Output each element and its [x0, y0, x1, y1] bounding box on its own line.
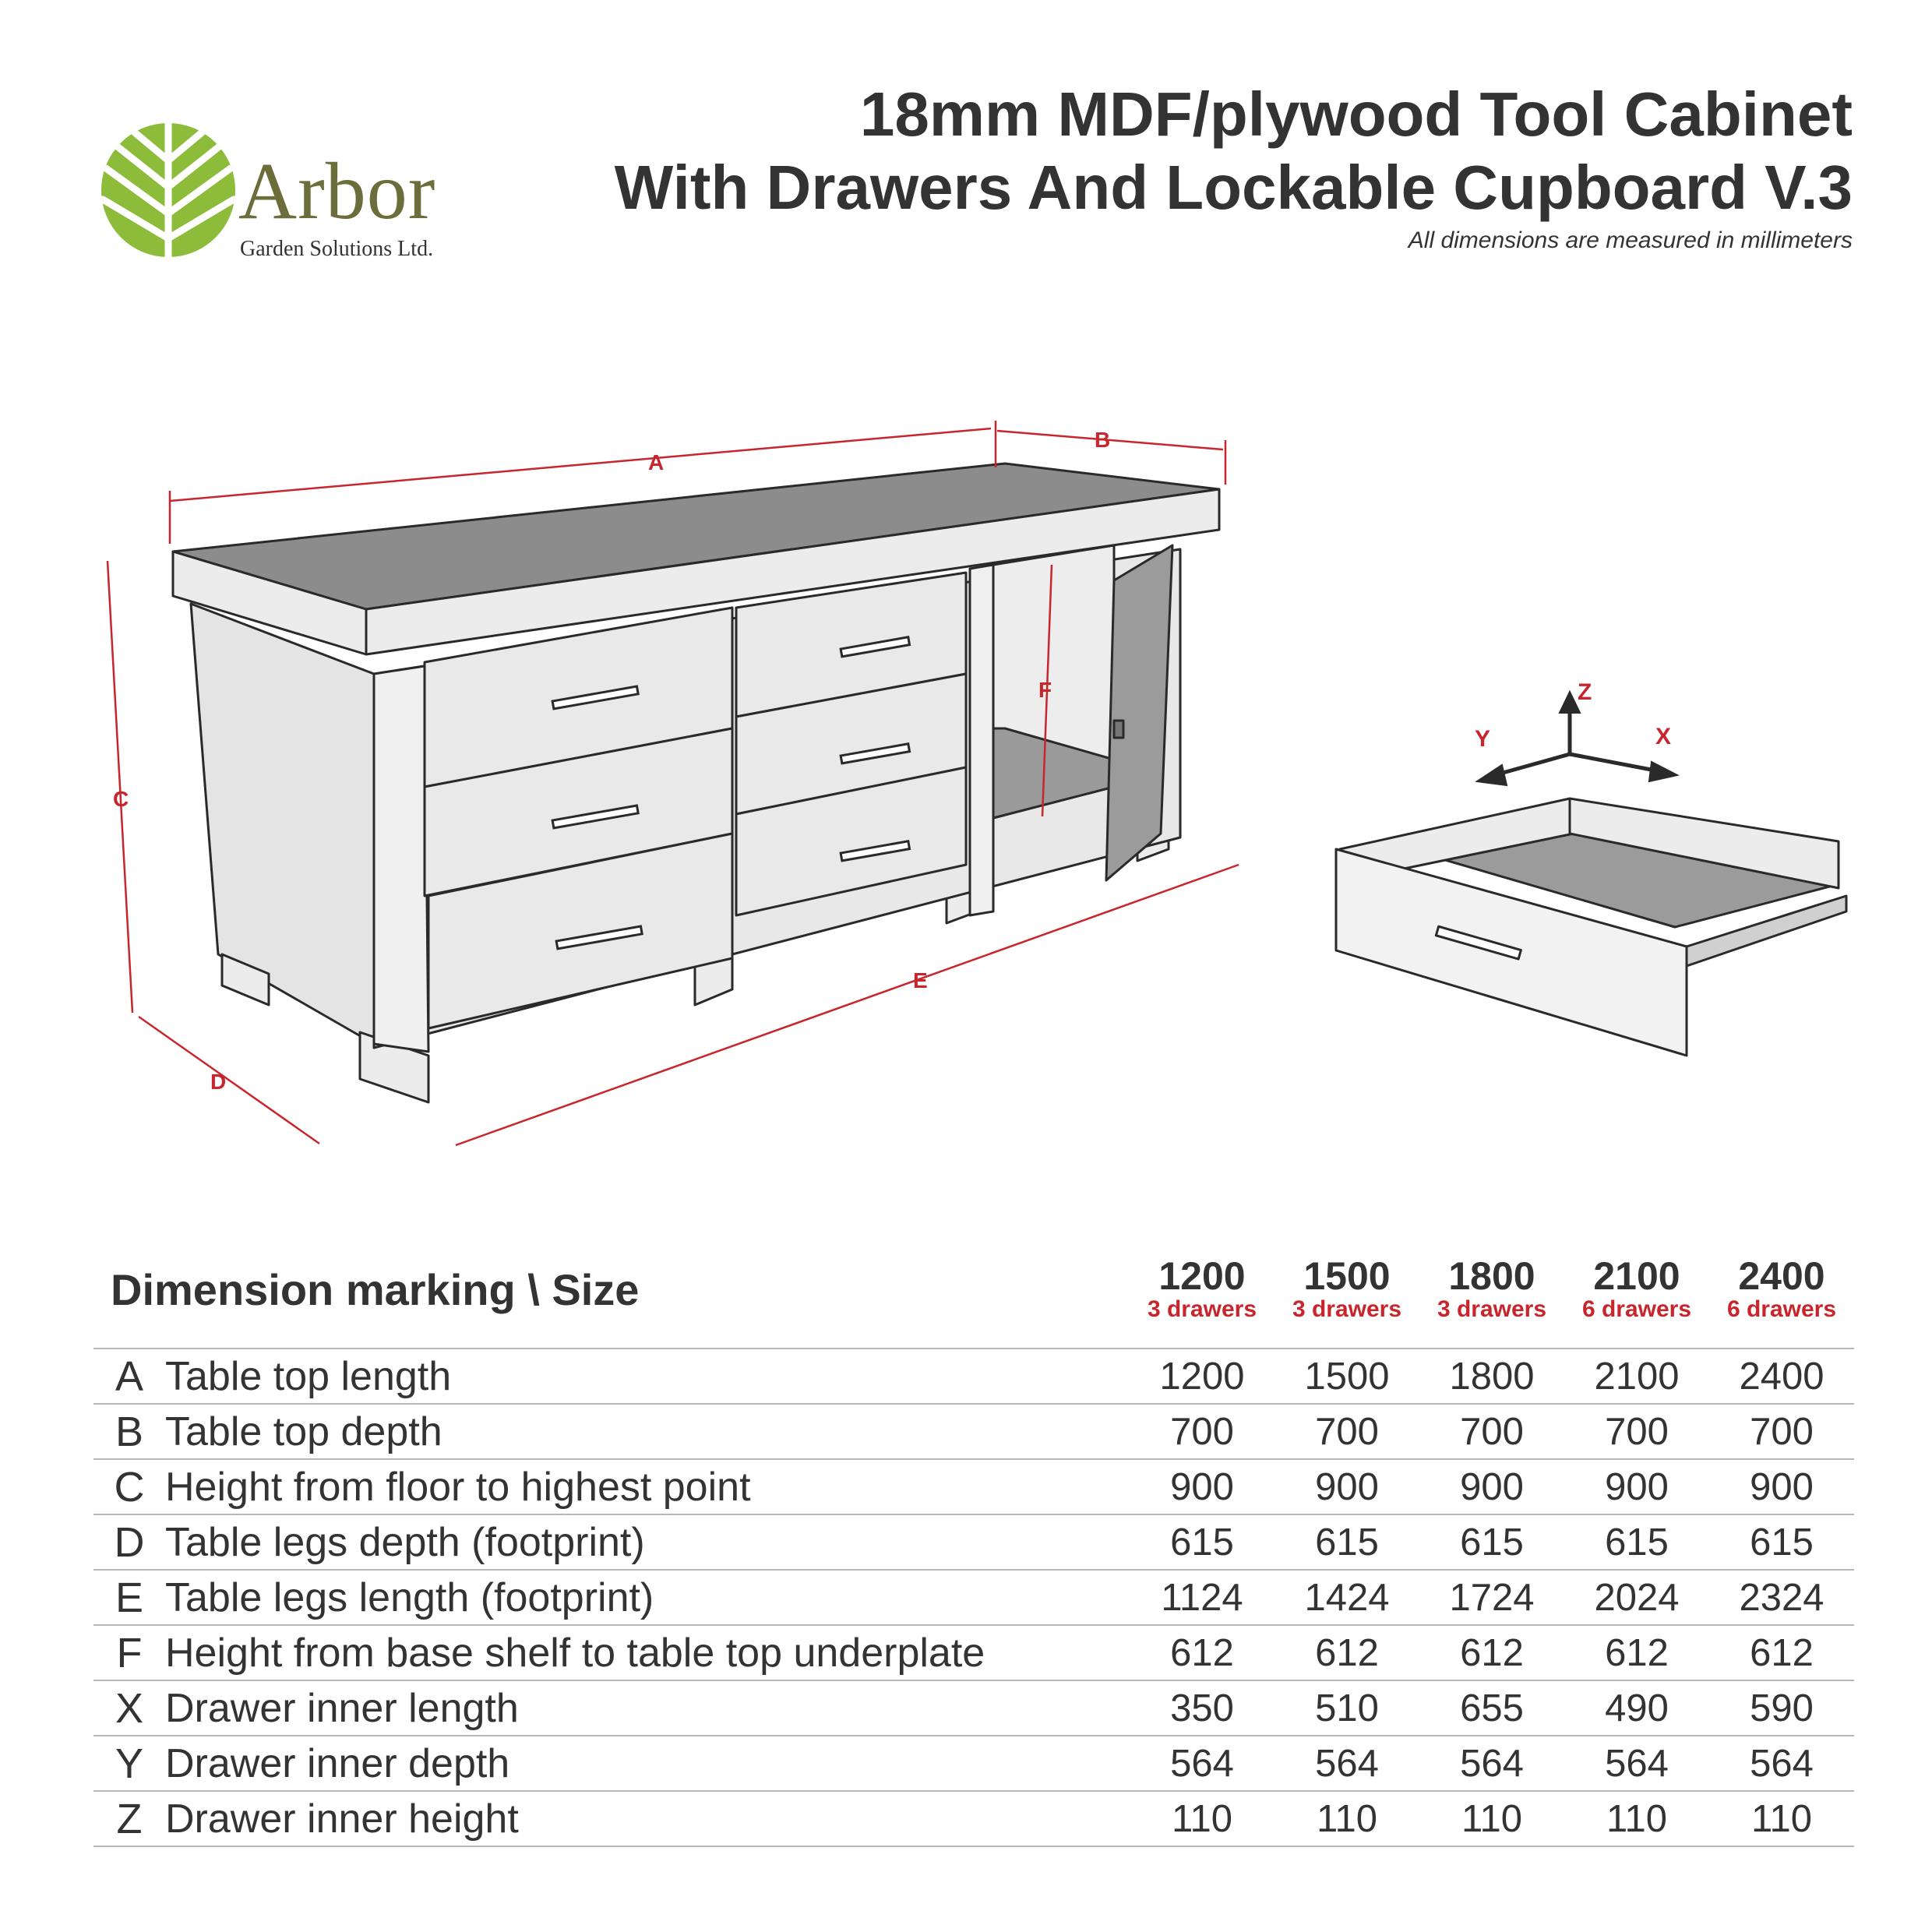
dimension-value: 490	[1605, 1687, 1669, 1729]
units-note: All dimensions are measured in millimeters	[1408, 227, 1853, 253]
table-row-f	[93, 1625, 1854, 1680]
dimension-table-container	[93, 1231, 1854, 1847]
dimension-value: 615	[1605, 1521, 1669, 1564]
dimension-label-f: F	[1038, 678, 1052, 702]
dimension-value: 590	[1750, 1687, 1814, 1729]
cabinet-front-post	[374, 666, 428, 1052]
dimension-description: Drawer inner depth	[165, 1740, 510, 1786]
dimension-value: 615	[1460, 1521, 1524, 1564]
dimension-value: 700	[1605, 1410, 1669, 1453]
table-header-label: Dimension marking \ Size	[111, 1264, 640, 1314]
x-axis-arrow-icon	[1649, 762, 1677, 781]
dimension-value: 612	[1605, 1631, 1669, 1674]
axis-label-x: X	[1655, 724, 1672, 749]
drawer-count: 3 drawers	[1147, 1296, 1257, 1322]
dimension-value: 110	[1316, 1797, 1378, 1840]
axis-label-z: Z	[1578, 679, 1592, 705]
dimension-value: 2100	[1594, 1355, 1680, 1398]
dimension-description: Table legs length (footprint)	[165, 1574, 654, 1620]
dimension-mark: E	[115, 1574, 144, 1621]
brand-name: Arbor	[238, 146, 436, 236]
door-lock-icon	[1114, 721, 1123, 738]
size-value: 2400	[1738, 1254, 1825, 1298]
dimension-value: 700	[1170, 1410, 1234, 1453]
dimension-label-d: D	[210, 1070, 227, 1094]
table-row-x	[93, 1680, 1854, 1736]
dimension-description: Table legs depth (footprint)	[165, 1519, 645, 1565]
cabinet-side-panel	[191, 604, 374, 1044]
dimension-mark: X	[115, 1684, 144, 1732]
cabinet-middle-post	[970, 565, 993, 915]
table-header-row	[93, 1231, 1854, 1349]
dimension-mark: B	[115, 1408, 144, 1455]
dimension-value: 615	[1315, 1521, 1379, 1564]
table-row-c	[93, 1459, 1854, 1514]
dimension-value: 900	[1315, 1465, 1379, 1508]
dimension-description: Table top length	[165, 1353, 452, 1399]
dimension-value: 1124	[1161, 1576, 1243, 1619]
dimension-value: 1724	[1449, 1576, 1535, 1619]
dimension-value: 700	[1750, 1410, 1814, 1453]
dimension-value: 564	[1170, 1742, 1234, 1785]
dimension-label-b: B	[1095, 428, 1111, 452]
dimension-value: 564	[1315, 1742, 1379, 1785]
dimension-value: 110	[1171, 1797, 1233, 1840]
size-column-1200	[1130, 1231, 1274, 1349]
size-column-1800	[1419, 1231, 1564, 1349]
title-line-2: With Drawers And Lockable Cupboard V.3	[614, 153, 1853, 222]
size-value: 1200	[1158, 1254, 1246, 1298]
dimension-value: 564	[1750, 1742, 1814, 1785]
dimension-description: Table top depth	[165, 1408, 442, 1454]
dimension-value: 1200	[1159, 1355, 1245, 1398]
dimension-value: 564	[1605, 1742, 1669, 1785]
dimension-value: 612	[1170, 1631, 1234, 1674]
dimension-mark: Y	[115, 1740, 144, 1787]
dimension-value: 612	[1315, 1631, 1379, 1674]
dimension-description: Drawer inner length	[165, 1685, 519, 1731]
dimension-value: 110	[1606, 1797, 1668, 1840]
dimension-value: 564	[1460, 1742, 1524, 1785]
dimension-mark: D	[114, 1518, 145, 1566]
title-line-1: 18mm MDF/plywood Tool Cabinet	[859, 79, 1853, 149]
dimension-value: 612	[1750, 1631, 1814, 1674]
axis-label-y: Y	[1475, 726, 1491, 752]
dimension-value: 900	[1605, 1465, 1669, 1508]
dimension-value: 2324	[1739, 1576, 1824, 1619]
dimension-value: 2400	[1739, 1355, 1824, 1398]
y-axis-arrow-icon	[1477, 765, 1507, 785]
dimension-description: Drawer inner height	[165, 1796, 519, 1842]
size-column-2400	[1709, 1231, 1854, 1349]
size-column-2100	[1564, 1231, 1709, 1349]
dimension-value: 1500	[1304, 1355, 1390, 1398]
dimension-value: 110	[1750, 1797, 1813, 1840]
drawer-count: 3 drawers	[1292, 1296, 1402, 1322]
brand-tagline: Garden Solutions Ltd.	[240, 237, 434, 261]
dimension-label-a: A	[648, 450, 665, 474]
table-row-d	[93, 1514, 1854, 1570]
dimension-table	[93, 1231, 1854, 1847]
table-row-b	[93, 1404, 1854, 1459]
table-row-e	[93, 1570, 1854, 1625]
dimension-description: Height from floor to highest point	[165, 1464, 751, 1510]
drawer-count: 6 drawers	[1726, 1296, 1837, 1322]
dimension-value: 350	[1170, 1687, 1234, 1729]
size-value: 2100	[1593, 1254, 1680, 1298]
dimension-value: 1800	[1449, 1355, 1535, 1398]
dimension-mark: A	[115, 1352, 144, 1400]
size-value: 1800	[1448, 1254, 1535, 1298]
dimension-label-e: E	[913, 968, 928, 992]
dimension-label-c: C	[113, 787, 129, 811]
dimension-value: 615	[1750, 1521, 1814, 1564]
drawer-count: 3 drawers	[1437, 1296, 1547, 1322]
size-column-1500	[1274, 1231, 1419, 1349]
dimension-mark: Z	[116, 1795, 143, 1842]
dimension-value: 110	[1461, 1797, 1523, 1840]
drawer-count: 6 drawers	[1581, 1296, 1692, 1322]
dimension-value: 615	[1170, 1521, 1234, 1564]
dimension-value: 700	[1460, 1410, 1524, 1453]
size-value: 1500	[1303, 1254, 1391, 1298]
dimension-value: 900	[1460, 1465, 1524, 1508]
dimension-value: 655	[1460, 1687, 1524, 1729]
dimension-mark: F	[116, 1629, 143, 1676]
table-row-a	[93, 1349, 1854, 1404]
dimension-description: Height from base shelf to table top underplate	[165, 1630, 985, 1676]
table-row-z	[93, 1791, 1854, 1846]
dimension-mark: C	[114, 1463, 145, 1511]
dimension-value: 612	[1460, 1631, 1524, 1674]
dimension-value: 900	[1170, 1465, 1234, 1508]
dimension-value: 510	[1315, 1687, 1379, 1729]
dimension-value: 700	[1315, 1410, 1379, 1453]
table-row-y	[93, 1736, 1854, 1791]
dimension-value: 1424	[1304, 1576, 1390, 1619]
dimension-value: 900	[1750, 1465, 1814, 1508]
dimension-value: 2024	[1594, 1576, 1680, 1619]
